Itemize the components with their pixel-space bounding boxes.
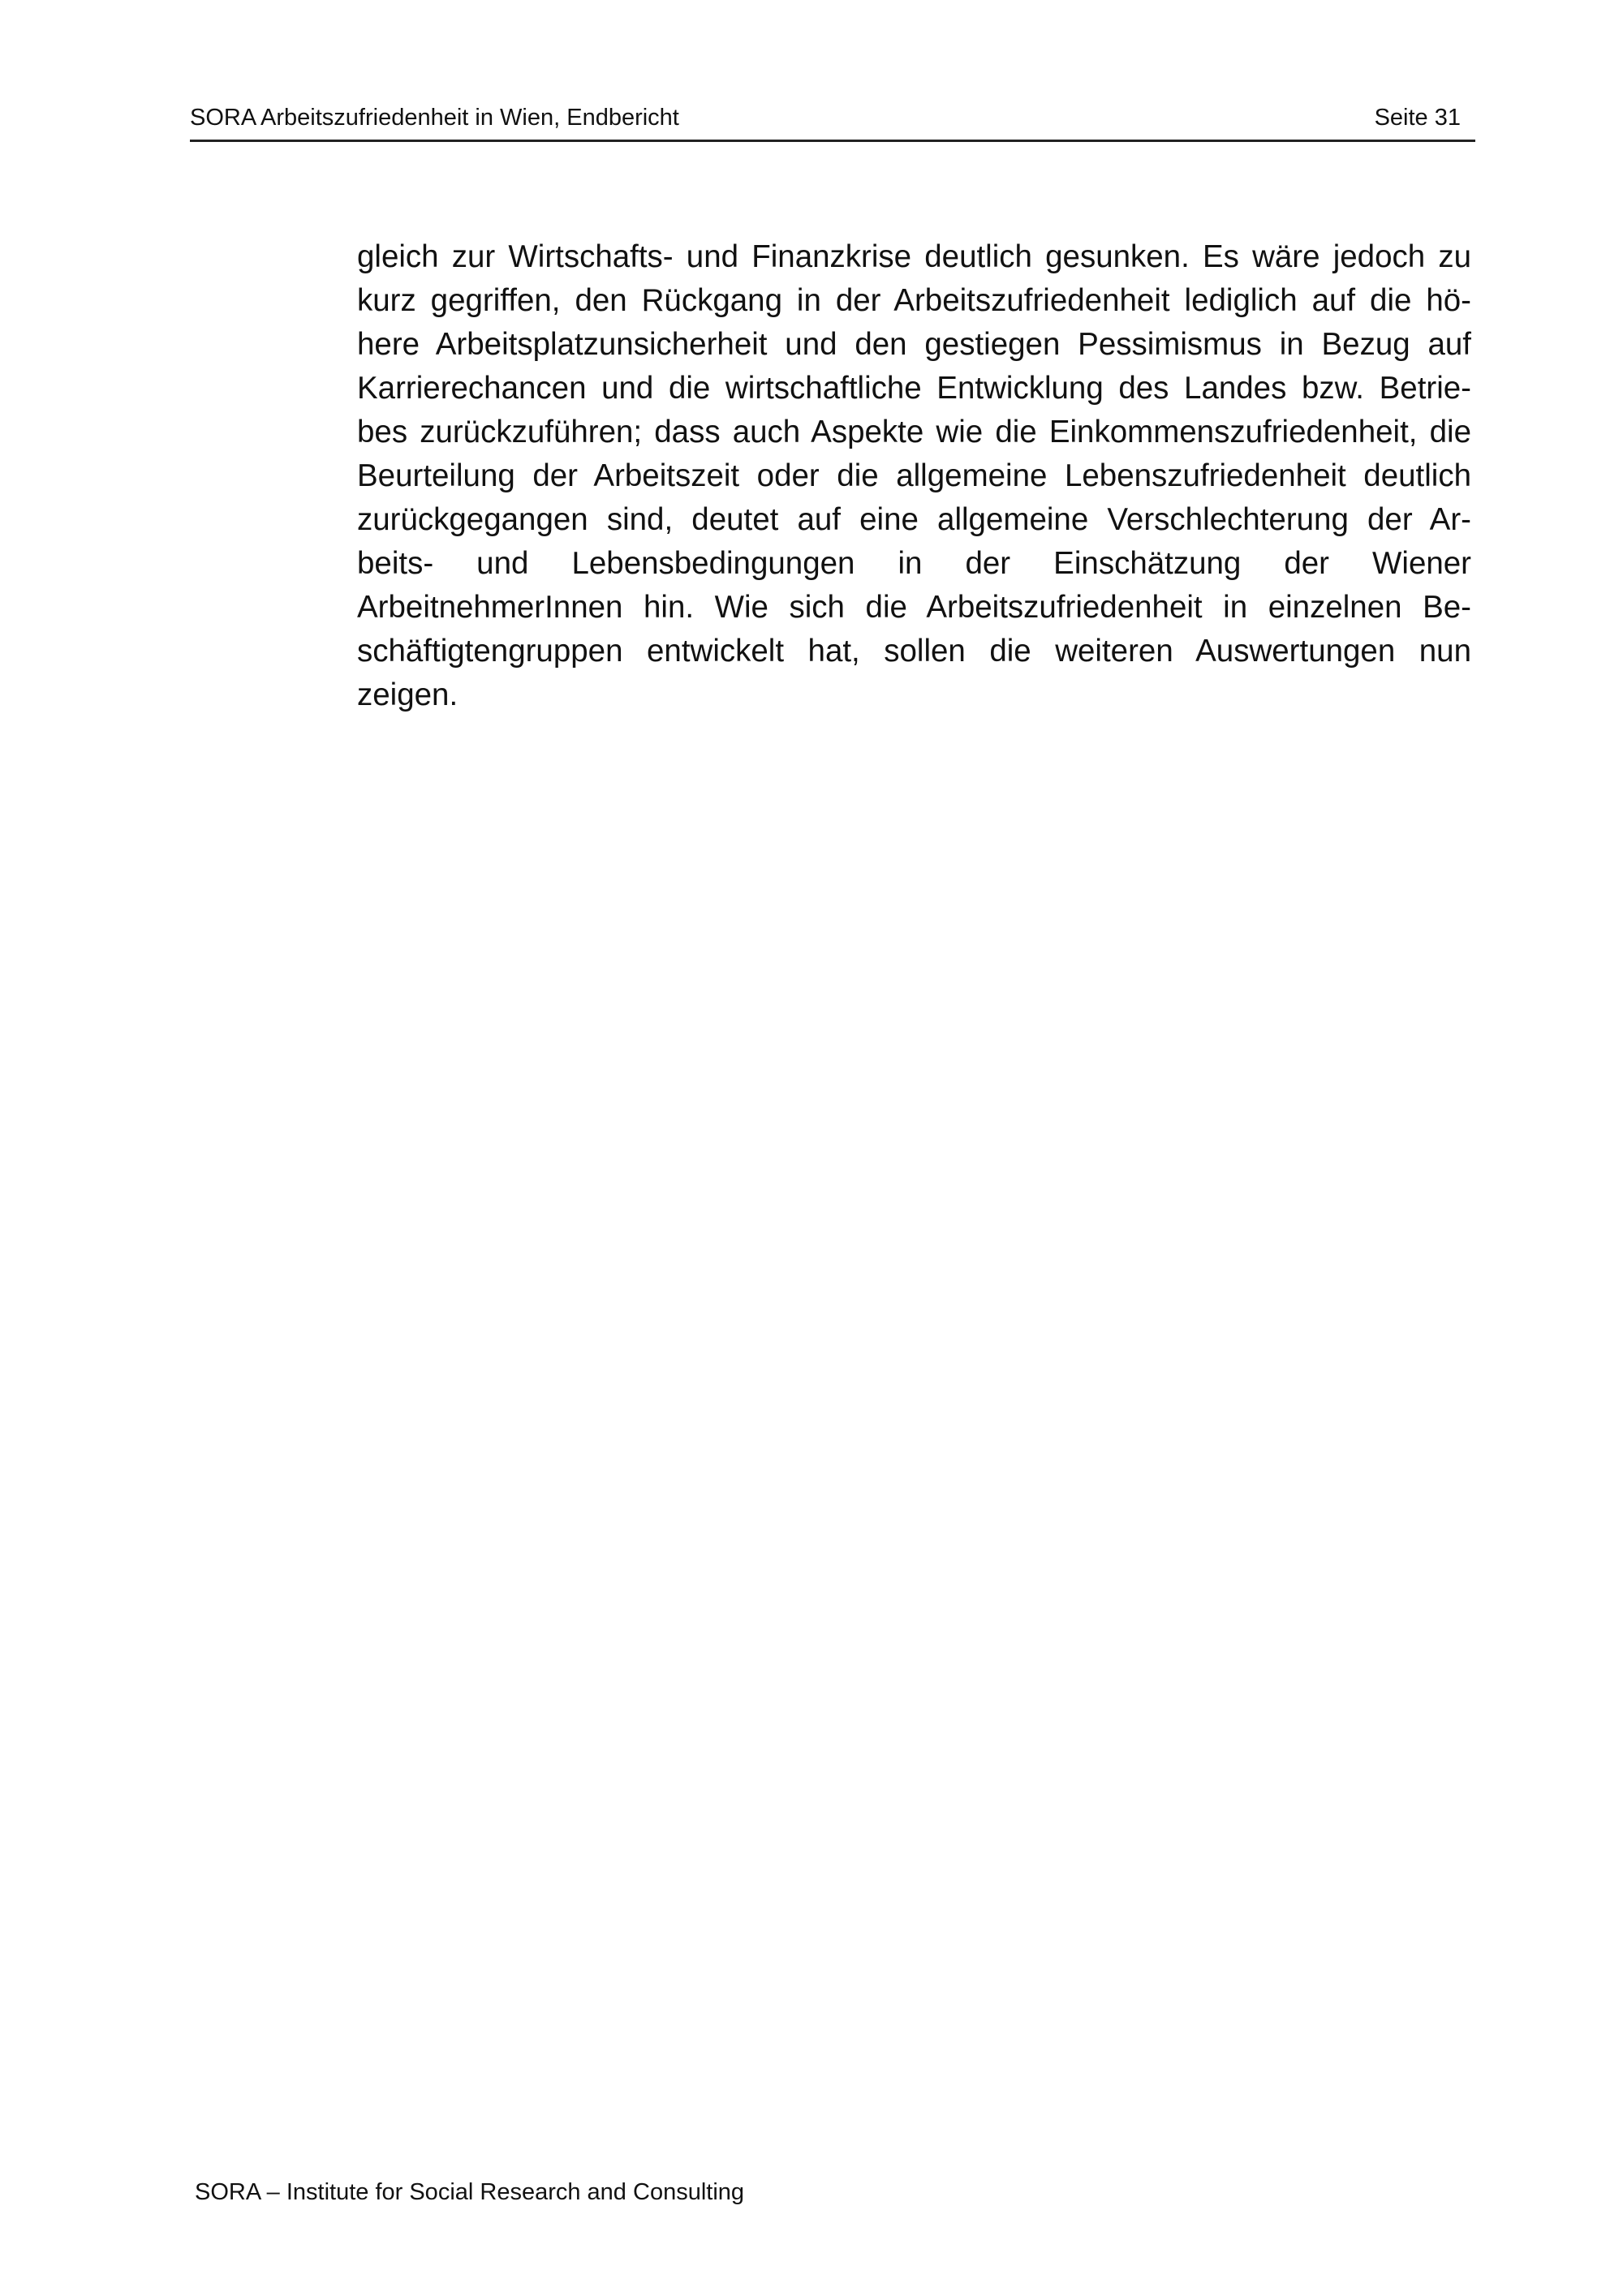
document-title: SORA Arbeitszufriedenheit in Wien, Endbericht — [190, 105, 679, 131]
paragraph-line: gleich zur Wirtschafts- und Finanzkrise deutlich gesunken. Es wäre jedoch zu — [357, 239, 1471, 274]
paragraph-line: kurz gegriffen, den Rückgang in der Arbeitszufriedenheit lediglich auf die hö- — [357, 283, 1471, 318]
paragraph-line: here Arbeitsplatzunsicherheit und den gestiegen Pessimismus in Bezug auf — [357, 327, 1471, 362]
footer-text: SORA – Institute for Social Research and Consulting — [195, 2179, 745, 2205]
paragraph-line: zurückgegangen sind, deutet auf eine allgemeine Verschlechterung der Ar- — [357, 502, 1471, 537]
running-footer — [195, 2178, 744, 2206]
running-header — [190, 104, 1475, 142]
paragraph-line: bes zurückzuführen; dass auch Aspekte wie die Einkommenszufriedenheit, die — [357, 415, 1471, 449]
body-paragraph — [357, 235, 1471, 717]
paragraph-line: schäftigtengruppen entwickelt hat, sollen die weiteren Auswertungen nun — [357, 634, 1471, 669]
page-number: Seite 31 — [1374, 105, 1461, 131]
paragraph-line: zeigen. — [357, 677, 458, 712]
paragraph-line: Karrierechancen und die wirtschaftliche Entwicklung des Landes bzw. Betrie- — [357, 371, 1471, 406]
paragraph-line: beits- und Lebensbedingungen in der Einschätzung der Wiener — [357, 546, 1471, 581]
paragraph-line: ArbeitnehmerInnen hin. Wie sich die Arbeitszufriedenheit in einzelnen Be- — [357, 590, 1471, 625]
paragraph-line: Beurteilung der Arbeitszeit oder die allgemeine Lebenszufriedenheit deutlich — [357, 458, 1471, 493]
